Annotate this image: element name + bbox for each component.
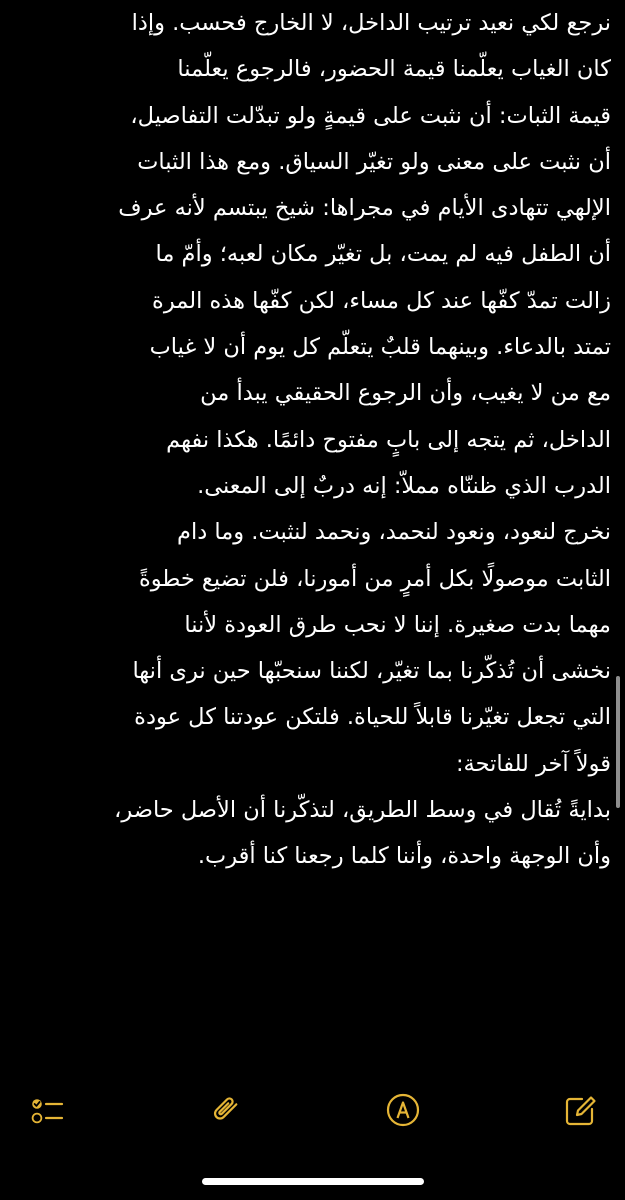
note-line: وأن الوجهة واحدة، وأننا كلما رجعنا كنا أقرب.	[197, 843, 611, 870]
note-line: قيمة الثبات: أن نثبت على قيمةٍ ولو تبدّلت التفاصيل،	[130, 102, 611, 129]
note-line: مهما بدت صغيرة. إننا لا نحب طرق العودة لأننا	[184, 611, 611, 638]
note-line: التي تجعل تغيّرنا قابلاً للحياة. فلتكن عودتنا كل عودة	[134, 704, 611, 731]
note-line: الإلهي تتهادى الأيام في مجراها: شيخ يبتسم لأنه عرف	[118, 195, 611, 222]
attach-button[interactable]	[205, 1090, 245, 1130]
note-line: الثابت موصولًا بكل أمرٍ من أمورنا، فلن تضيع خطوةً	[138, 565, 611, 592]
checklist-button[interactable]	[28, 1090, 68, 1130]
note-line: مع من لا يغيب، وأن الرجوع الحقيقي يبدأ من	[200, 380, 611, 407]
note-line: قولاً آخر للفاتحة:	[455, 750, 611, 777]
checklist-icon	[28, 1090, 68, 1130]
note-line: الدرب الذي ظننّاه مملاّ: إنه دربٌ إلى المعنى.	[197, 472, 611, 499]
note-line: تمتد بالدعاء. وبينهما قلبٌ يتعلّم كل يوم أن لا غياب	[149, 334, 611, 361]
scroll-indicator[interactable]	[616, 676, 620, 808]
bottom-toolbar	[0, 1080, 625, 1140]
note-line: بدايةً تُقال في وسط الطريق، لتذكّرنا أن الأصل حاضر،	[114, 797, 611, 824]
note-line: الداخل، ثم يتجه إلى بابٍ مفتوح دائمًا. هكذا نفهم	[166, 426, 611, 453]
note-line: أن الطفل فيه لم يمت، بل تغيّر مكان لعبه؛ وأمّ ما	[155, 241, 611, 268]
note-line: نخشى أن تُذكّرنا بما تغيّر، لكننا سنحبّها حين نرى أنها	[132, 658, 611, 685]
home-indicator[interactable]	[202, 1178, 424, 1185]
note-line: زالت تمدّ كفّها عند كل مساء، لكن كفّها هذه المرة	[152, 287, 611, 314]
note-line: أن نثبت على معنى ولو تغيّر السياق. ومع هذا الثبات	[137, 148, 611, 175]
paperclip-icon	[205, 1090, 245, 1130]
note-line: نرجع لكي نعيد ترتيب الداخل، لا الخارج فحسب. وإذا	[131, 10, 611, 36]
note-body[interactable]	[14, 0, 611, 880]
compose-icon	[560, 1090, 600, 1130]
note-line: كان الغياب يعلّمنا قيمة الحضور، فالرجوع يعلّمنا	[177, 56, 611, 83]
markup-pen-icon	[383, 1090, 423, 1130]
note-line: نخرج لنعود، ونعود لنحمد، ونحمد لنثبت. وما دام	[177, 519, 611, 546]
compose-button[interactable]	[560, 1090, 600, 1130]
markup-button[interactable]	[383, 1090, 423, 1130]
